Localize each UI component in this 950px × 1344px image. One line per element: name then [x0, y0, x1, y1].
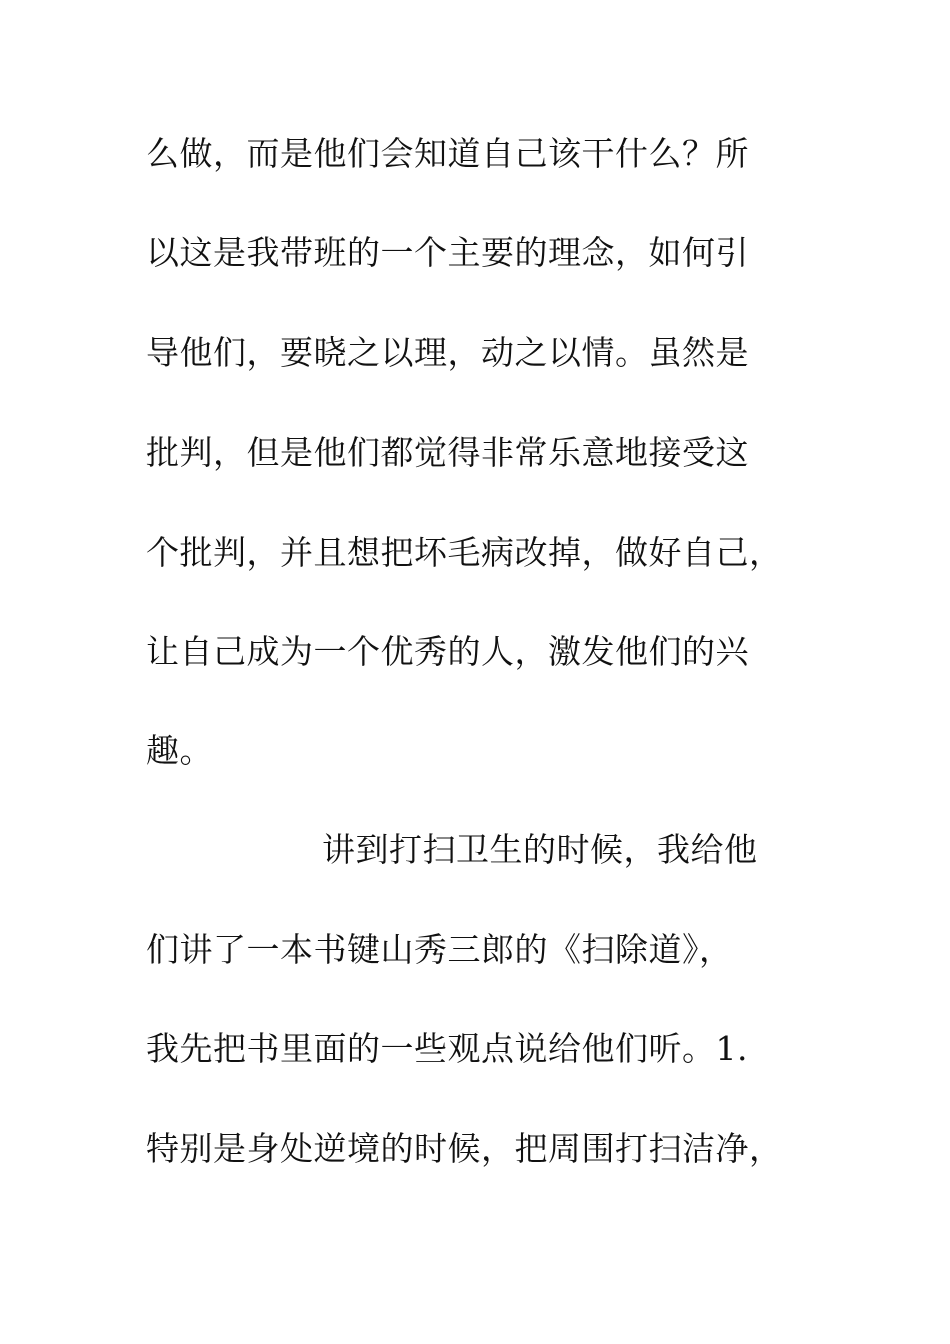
text-line: 批判，但是他们都觉得非常乐意地接受这: [146, 433, 749, 472]
text-line: 我先把书里面的一些观点说给他们听。1.: [146, 1029, 748, 1068]
paragraph-start-line: 讲到打扫卫生的时候，我给他: [322, 830, 758, 869]
text-line: 个批判，并且想把坏毛病改掉，做好自己，: [146, 533, 783, 572]
text-line: 让自己成为一个优秀的人，激发他们的兴: [146, 632, 749, 671]
text-line: 导他们，要晓之以理，动之以情。虽然是: [146, 333, 749, 372]
text-line: 特别是身处逆境的时候，把周围打扫洁净，: [146, 1129, 783, 1168]
text-line: 趣。: [146, 731, 213, 770]
text-line: 们讲了一本书键山秀三郎的《扫除道》，: [146, 930, 733, 969]
text-line: 么做，而是他们会知道自己该干什么？所: [146, 134, 749, 173]
text-line: 以这是我带班的一个主要的理念，如何引: [146, 233, 749, 272]
